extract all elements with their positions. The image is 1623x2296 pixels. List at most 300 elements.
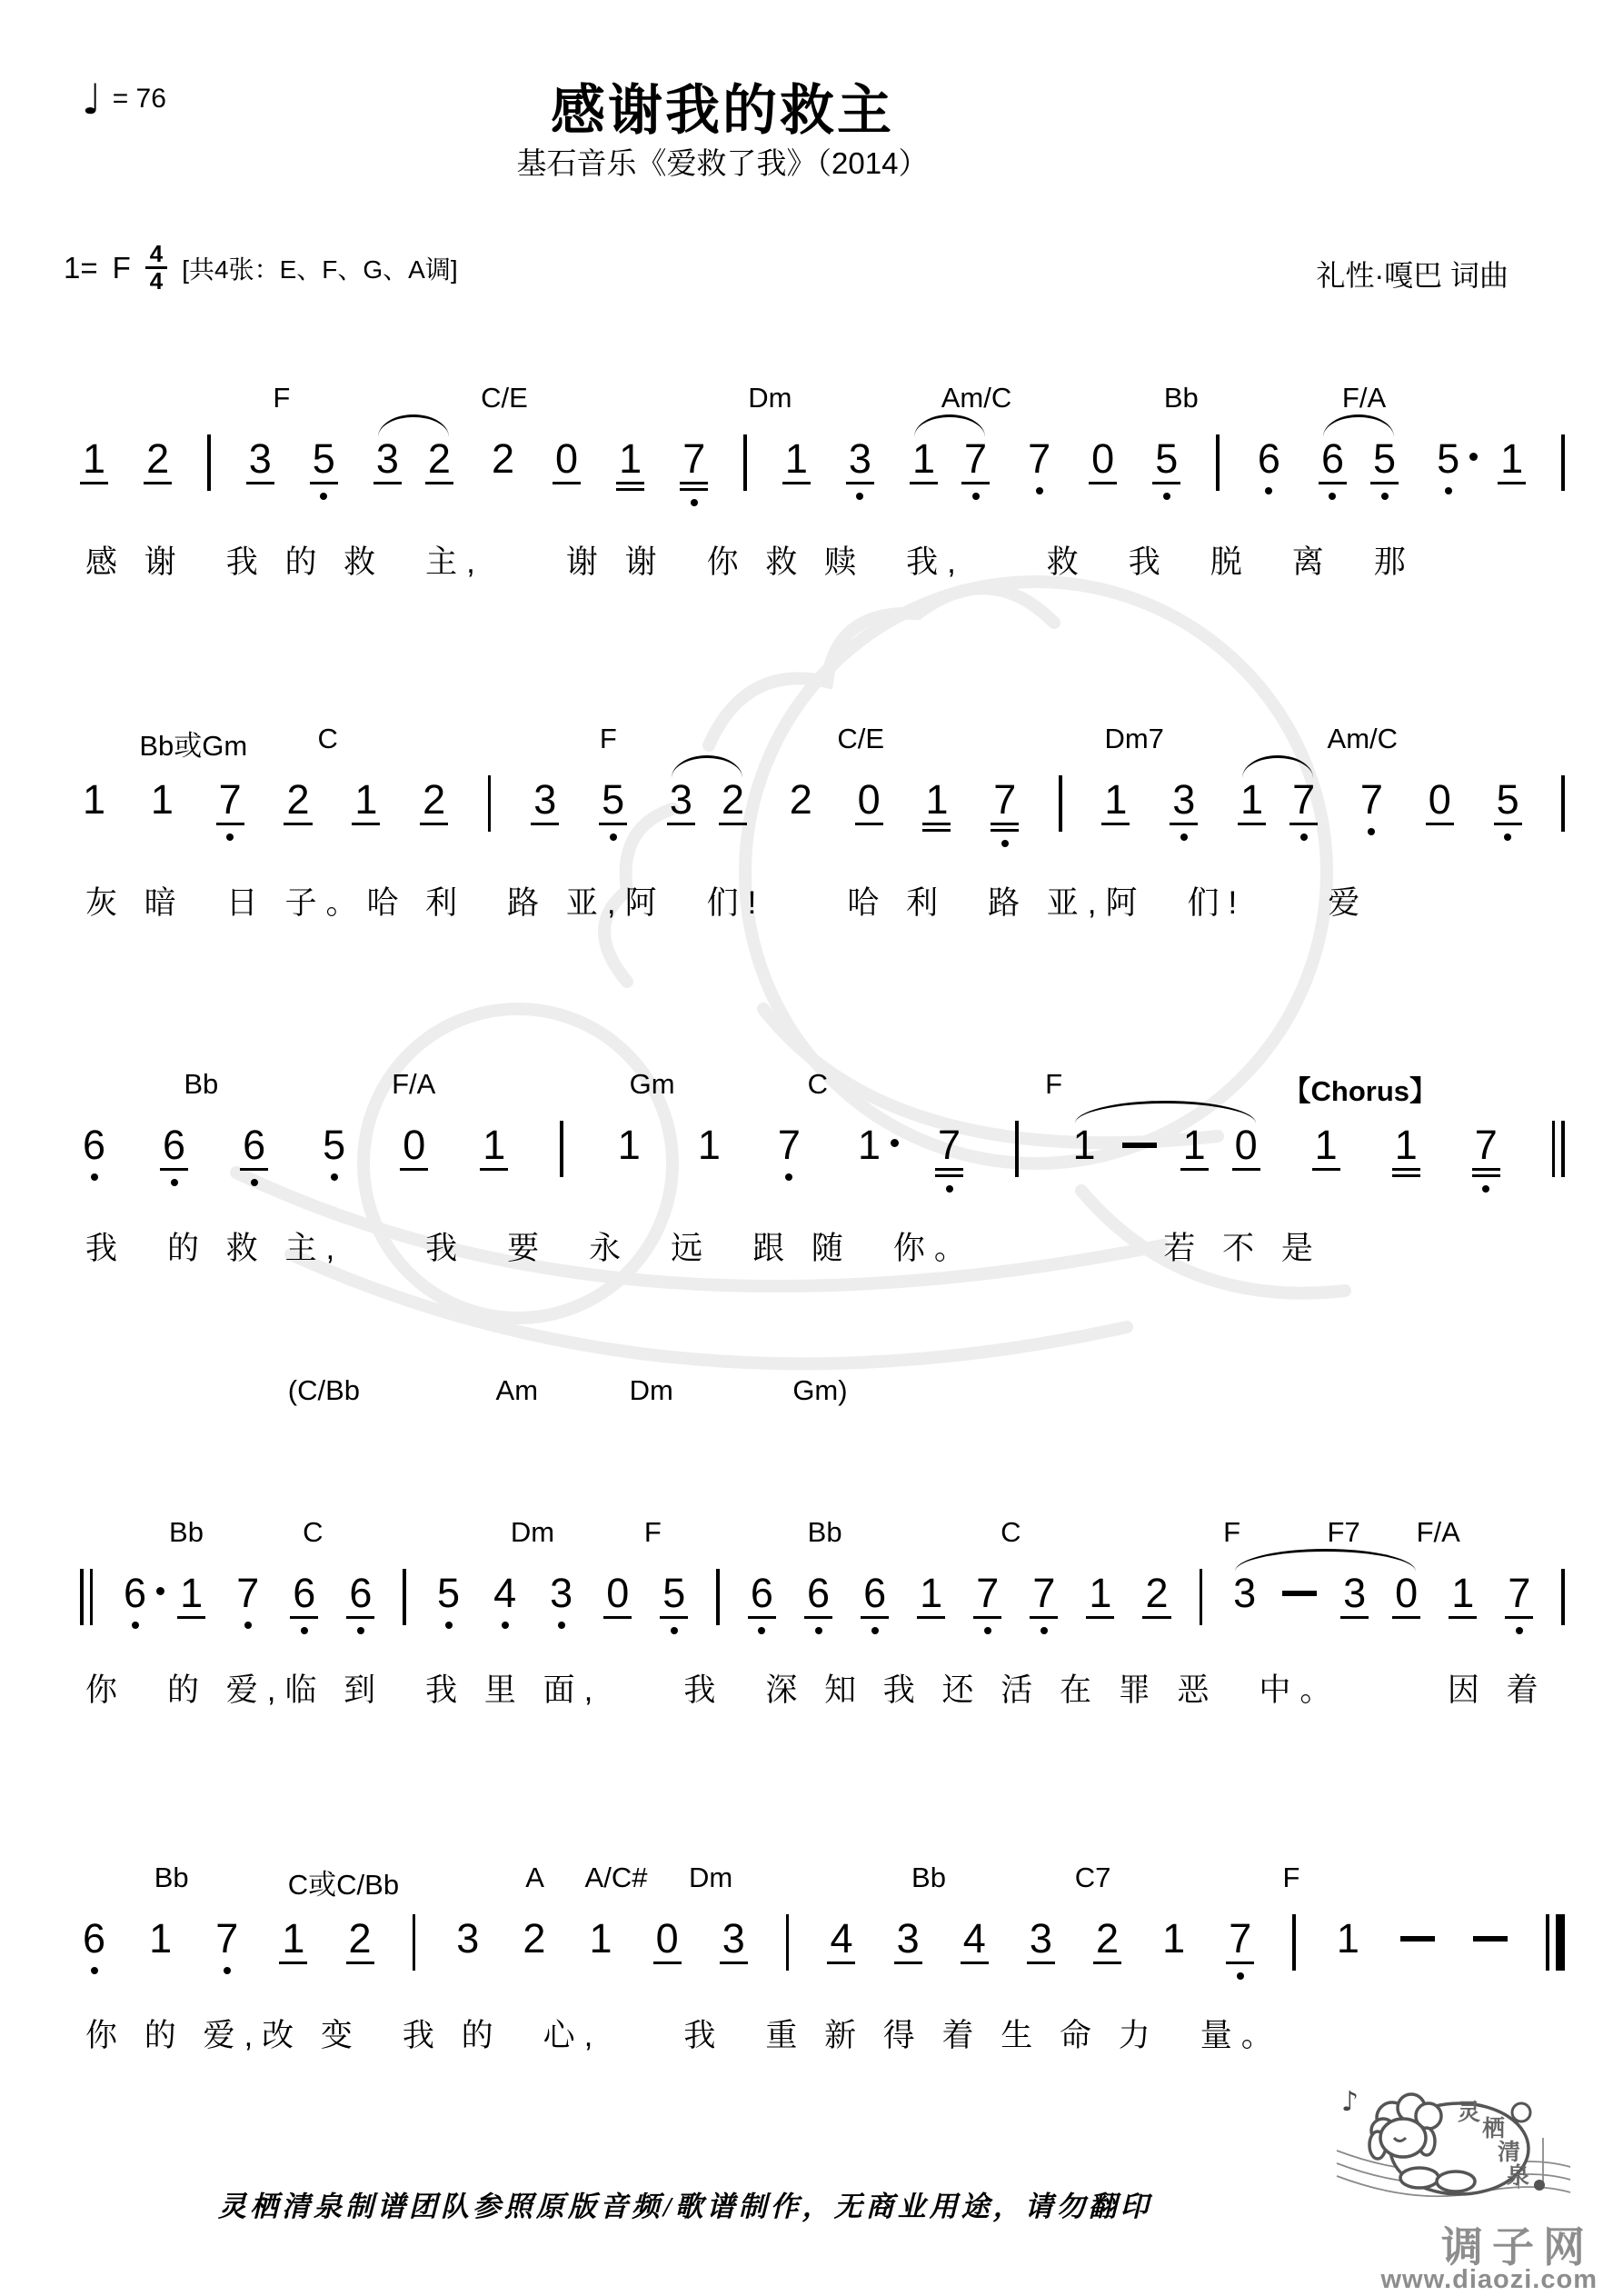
note-digit: 1 [83, 776, 106, 823]
lyrics-line: 我 的 救 主, 我 要 永 远 跟 随 你。 若 不 是 [85, 1231, 1322, 1266]
note-digit: 3 [456, 1915, 480, 1962]
note-token [1226, 1915, 1254, 1980]
slur-group [910, 435, 990, 500]
note-token [520, 1915, 548, 1962]
chord-label: Dm7 [1104, 723, 1164, 754]
note-digit: 5 [660, 1572, 688, 1619]
music-system [80, 723, 1565, 923]
barline [1561, 775, 1565, 832]
low-octave-dot [1237, 1972, 1244, 1980]
note-digit: 4 [961, 1918, 989, 1964]
note-token [491, 1572, 519, 1629]
chord-label: C [807, 1068, 829, 1100]
chord-row [80, 1862, 1565, 1903]
note-digit: 0 [553, 438, 581, 484]
note-digit: 1 [1072, 1122, 1096, 1168]
note-digit: 1 [1101, 779, 1130, 825]
low-octave-dot [984, 1627, 991, 1634]
chord-label: Gm) [792, 1374, 848, 1406]
note-token [1400, 1918, 1435, 1959]
low-octave-dot [357, 1627, 364, 1634]
note-digit: 7 [1226, 1918, 1254, 1964]
music-system [80, 1374, 1565, 1416]
note-token [1238, 776, 1266, 841]
barline [716, 1569, 720, 1625]
key-signature-row [64, 242, 458, 294]
chord-label: Dm [688, 1862, 733, 1893]
note-digit: 7 [680, 438, 708, 484]
note-token [1170, 776, 1198, 841]
slur-group [1238, 776, 1318, 841]
note-token [148, 776, 176, 823]
chord-label: F7 [1327, 1516, 1360, 1548]
note-token [1449, 1572, 1477, 1619]
chord-label: C [303, 1516, 324, 1548]
barline [743, 434, 747, 491]
note-digit: 5 [310, 438, 338, 484]
note-token [1101, 776, 1130, 825]
notes-row [80, 1915, 1565, 1980]
note-digit: 0 [1089, 438, 1117, 484]
augmentation-dot [156, 1587, 164, 1595]
note-digit: 3 [246, 438, 274, 484]
note-token [861, 1572, 889, 1634]
barline-stroke [1561, 1121, 1565, 1177]
music-system [80, 1862, 1565, 2056]
note-token [603, 1572, 632, 1619]
second-beam [1472, 1174, 1500, 1178]
note-token [246, 435, 274, 484]
chord-label: Bb [184, 1068, 219, 1100]
low-octave-dot [91, 1173, 98, 1181]
footer-notice: 灵栖清泉制谱团队参照原版音频/歌谱制作，无商业用途，请勿翻印 [218, 2191, 1152, 2222]
note-token [216, 776, 244, 841]
note-token [320, 1124, 348, 1181]
note-token [917, 1572, 945, 1619]
note-digit: 2 [719, 779, 747, 825]
note-token [310, 435, 338, 500]
note-token [1392, 1124, 1420, 1177]
note-digit: 0 [653, 1918, 682, 1964]
note-digit: 1 [917, 1572, 945, 1619]
note-digit: 5 [1494, 779, 1522, 825]
note-token [586, 1915, 614, 1962]
note-digit: 0 [603, 1572, 632, 1619]
note-digit: 6 [83, 1122, 106, 1168]
note-digit: 1 [617, 1122, 641, 1168]
time-denominator: 4 [145, 266, 167, 294]
low-octave-dot [871, 1627, 879, 1634]
barline [80, 1569, 93, 1625]
note-token [827, 1915, 855, 1964]
chord-label: F [273, 382, 291, 414]
low-octave-dot [1036, 487, 1043, 494]
note-token [1093, 1915, 1121, 1964]
low-octave-dot [610, 834, 617, 841]
chord-row [80, 1374, 1565, 1416]
note-token [352, 776, 380, 825]
note-token [615, 1122, 643, 1168]
note-digit: 1 [80, 438, 108, 484]
low-octave-dot [1300, 834, 1308, 841]
note-digit: 3 [1340, 1572, 1369, 1619]
time-signature [145, 242, 167, 294]
note-token [1030, 1572, 1058, 1634]
low-octave-dot [1180, 834, 1188, 841]
note-digit: 7 [1359, 776, 1383, 823]
chord-label: Am/C [941, 382, 1012, 414]
low-octave-dot [171, 1179, 178, 1186]
chord-row [80, 723, 1565, 764]
note-digit: 2 [789, 776, 812, 823]
low-octave-dot [1504, 834, 1511, 841]
key-prefix: 1= [64, 250, 98, 285]
note-digit: 3 [531, 779, 559, 825]
barline [403, 1569, 406, 1625]
svg-text:♪: ♪ [1341, 2086, 1359, 2118]
note-digit: 1 [1086, 1572, 1114, 1619]
logo-char: 灵 [1458, 2100, 1481, 2125]
note-digit: 5 [1437, 435, 1460, 482]
low-octave-dot [331, 1173, 338, 1181]
note-digit: 2 [346, 1918, 374, 1964]
note-digit: 2 [1142, 1572, 1170, 1619]
low-octave-dot [320, 493, 327, 500]
chord-label: F [1282, 1862, 1300, 1893]
tempo-marking [82, 75, 166, 124]
chord-label: C/E [837, 723, 885, 754]
low-octave-dot [1482, 1185, 1489, 1193]
note-digit: 1 [782, 438, 811, 484]
low-octave-dot [1001, 840, 1009, 847]
notes-row [80, 776, 1565, 847]
note-token [855, 1122, 883, 1168]
note-digit: 5 [323, 1122, 346, 1168]
second-beam [680, 488, 708, 492]
note-token [1473, 1918, 1508, 1959]
chord-label: Bb或Gm [139, 730, 248, 762]
note-digit: 4 [827, 1918, 855, 1964]
notes-row [80, 435, 1565, 506]
barline [1059, 775, 1062, 832]
barline [207, 434, 211, 491]
chord-label: Dm [510, 1516, 555, 1548]
low-octave-dot [502, 1622, 509, 1629]
note-digit: 6 [83, 1915, 106, 1962]
dash-extension [1282, 1591, 1317, 1596]
note-token [1025, 435, 1053, 494]
barline [1292, 1914, 1296, 1971]
note-digit: 2 [420, 779, 448, 825]
note-digit: 0 [855, 779, 883, 825]
low-octave-dot [758, 1627, 765, 1634]
tempo-value: = 76 [112, 84, 166, 114]
low-octave-dot [244, 1622, 252, 1629]
chord-label: F [1223, 1516, 1241, 1548]
note-token [80, 435, 108, 484]
note-token [1232, 1124, 1260, 1171]
note-token [787, 776, 815, 823]
low-octave-dot [1265, 487, 1272, 494]
note-digit: 7 [236, 1570, 260, 1616]
slur-group [1230, 1572, 1420, 1619]
low-octave-dot [1516, 1627, 1523, 1634]
note-digit: 1 [589, 1915, 612, 1962]
note-digit: 1 [177, 1572, 205, 1619]
note-token [453, 1915, 482, 1962]
barline [1015, 1121, 1019, 1177]
note-token [1319, 435, 1347, 500]
note-token [1426, 776, 1454, 825]
note-token [1434, 435, 1462, 494]
note-digit: 7 [1030, 1572, 1058, 1619]
note-token [1180, 1124, 1209, 1171]
note-digit: 2 [284, 779, 312, 825]
chord-label: C7 [1074, 1862, 1111, 1893]
note-digit: 5 [436, 1570, 461, 1616]
note-digit: 6 [1257, 435, 1280, 482]
time-numerator: 4 [149, 240, 164, 267]
note-digit: 2 [1093, 1918, 1121, 1964]
note-token [680, 435, 708, 506]
chord-label: Am/C [1327, 723, 1399, 754]
lyrics-line: 你 的 爱,改 变 我 的 心, 我 重 新 得 着 生 命 力 量。 [85, 2018, 1282, 2053]
augmentation-dot [891, 1139, 899, 1147]
note-token [1289, 776, 1318, 841]
low-octave-dot [1381, 493, 1389, 500]
note-digit: 7 [215, 1915, 239, 1962]
barline-stroke [90, 1569, 94, 1625]
barline [786, 1914, 790, 1971]
note-token [1230, 1572, 1259, 1619]
lyrics-line: 感 谢 我 的 救 主, 谢 谢 你 救 赎 我, 救 我 脱 离 那 [85, 544, 1415, 580]
chord-label: C或C/Bb [287, 1869, 400, 1901]
note-digit: 1 [1238, 779, 1266, 825]
barline-stroke [1546, 1914, 1549, 1971]
chord-label: C [1001, 1516, 1021, 1548]
composer-credit: 礼性·嘎巴 词曲 [1316, 259, 1508, 292]
note-token [961, 1915, 989, 1964]
chord-label: Gm [629, 1068, 675, 1100]
dash-extension [1122, 1143, 1157, 1148]
slur-group [373, 435, 453, 484]
low-octave-dot [972, 493, 980, 500]
site-url: www.diaozi.com [1380, 2265, 1598, 2294]
low-octave-dot [946, 1185, 953, 1193]
second-beam [935, 1174, 963, 1178]
chord-label: F [1045, 1068, 1063, 1100]
barline [488, 775, 492, 832]
note-token [616, 435, 644, 491]
note-token [1392, 1572, 1420, 1619]
low-octave-dot [856, 493, 863, 500]
note-token [910, 435, 938, 500]
note-digit: 2 [491, 435, 514, 482]
note-token [80, 776, 108, 823]
augmentation-dot [1469, 453, 1478, 461]
note-token [1494, 776, 1522, 841]
chord-label: F/A [392, 1068, 436, 1100]
note-token [373, 435, 402, 484]
slur-group [667, 776, 747, 825]
note-token [1312, 1124, 1340, 1171]
barline [1546, 1914, 1565, 1971]
note-digit: 3 [894, 1918, 922, 1964]
barline [1561, 434, 1565, 491]
note-digit: 1 [1312, 1124, 1340, 1171]
note-digit: 7 [961, 438, 990, 484]
note-token [1142, 1572, 1170, 1619]
note-token [719, 776, 747, 825]
barline-stroke [1552, 1121, 1556, 1177]
chord-label: F/A [1416, 1516, 1460, 1548]
note-digit: 1 [616, 438, 644, 484]
note-token [695, 1122, 723, 1168]
note-digit: 6 [160, 1124, 188, 1171]
note-token [240, 1124, 268, 1186]
note-token [80, 1124, 108, 1181]
barline-stroke [80, 1569, 84, 1625]
low-octave-dot [1329, 493, 1336, 500]
note-token [775, 1124, 803, 1181]
note-token [1282, 1572, 1317, 1619]
low-octave-dot [132, 1622, 139, 1629]
note-token [1370, 435, 1399, 500]
note-digit: 1 [1449, 1572, 1477, 1619]
note-token [480, 1124, 508, 1171]
note-token [1472, 1124, 1500, 1193]
note-digit: 7 [1028, 435, 1051, 482]
note-digit: 1 [857, 1122, 881, 1168]
note-digit: 5 [1152, 438, 1180, 484]
dash-extension [1473, 1936, 1508, 1942]
note-token [146, 1915, 174, 1962]
note-digit: 3 [1027, 1918, 1055, 1964]
second-beam [616, 488, 644, 492]
note-digit: 5 [599, 779, 627, 825]
note-token [1122, 1124, 1157, 1171]
note-token [894, 1915, 922, 1964]
note-digit: 1 [149, 1915, 173, 1962]
chord-label: Bb [911, 1862, 946, 1893]
note-token [1334, 1915, 1362, 1962]
second-beam [922, 829, 951, 833]
chord-label: Bb [807, 1516, 842, 1548]
song-subtitle: 基石音乐《爱救了我》（2014） [516, 146, 929, 180]
note-digit: 1 [1162, 1915, 1186, 1962]
note-token [553, 435, 581, 484]
note-token [400, 1124, 428, 1171]
barline [1200, 1569, 1203, 1625]
low-octave-dot [671, 1627, 678, 1634]
slur-group [1070, 1124, 1260, 1171]
note-token [935, 1124, 963, 1193]
notes-row [80, 1124, 1565, 1193]
second-beam [1392, 1174, 1420, 1178]
chord-label: F [643, 1516, 662, 1548]
note-token [425, 435, 453, 484]
note-token [213, 1915, 241, 1974]
chord-label: Dm [629, 1374, 673, 1406]
note-token [121, 1572, 149, 1629]
note-token [782, 435, 811, 484]
note-digit: 1 [480, 1124, 508, 1171]
note-digit: 1 [697, 1122, 721, 1168]
chord-row [80, 1068, 1565, 1110]
logo-char: 栖 [1482, 2116, 1506, 2141]
note-token [547, 1572, 575, 1629]
note-token [346, 1915, 374, 1964]
low-octave-dot [691, 499, 698, 506]
logo-char: 清 [1498, 2140, 1521, 2165]
low-octave-dot [1163, 493, 1170, 500]
note-digit: 1 [1498, 438, 1526, 484]
key-availability-note: [共4张：E、F、G、A调] [182, 255, 458, 284]
chord-label: F [599, 723, 617, 754]
barline [1216, 434, 1220, 491]
music-system [80, 1516, 1565, 1711]
note-digit: 1 [150, 776, 174, 823]
note-digit: 7 [1472, 1124, 1500, 1171]
chord-label: A [525, 1862, 544, 1893]
note-token [144, 435, 172, 484]
note-token [160, 1124, 188, 1186]
note-token [346, 1572, 374, 1634]
note-digit: 4 [493, 1570, 517, 1616]
note-token [420, 776, 448, 825]
note-digit: 6 [1319, 438, 1347, 484]
chord-label: Bb [1163, 382, 1199, 414]
note-digit: 5 [1370, 438, 1399, 484]
note-digit: 2 [523, 1915, 546, 1962]
note-digit: 3 [550, 1570, 573, 1616]
low-octave-dot [1041, 1627, 1048, 1634]
low-octave-dot [224, 1967, 231, 1974]
note-token [1160, 1915, 1188, 1962]
note-token [234, 1572, 262, 1629]
lyrics-line: 你 的 爱,临 到 我 里 面, 我 深 知 我 还 活 在 罪 恶 中。 因 着 [85, 1672, 1548, 1708]
note-digit: 7 [1505, 1572, 1533, 1619]
note-token [1070, 1124, 1099, 1171]
note-digit: 0 [1392, 1572, 1420, 1619]
low-octave-dot [251, 1179, 258, 1186]
logo-char: 泉 [1507, 2163, 1530, 2189]
note-token [80, 1915, 108, 1974]
low-octave-dot [301, 1627, 308, 1634]
note-token [720, 1915, 748, 1964]
note-digit: 0 [1426, 779, 1454, 825]
note-token [1152, 435, 1180, 500]
note-token [1505, 1572, 1533, 1634]
low-octave-dot [1445, 487, 1452, 494]
note-token [855, 776, 883, 825]
low-octave-dot [558, 1622, 565, 1629]
note-digit: 6 [804, 1572, 832, 1619]
barline [413, 1914, 416, 1971]
chord-label: Bb [154, 1862, 189, 1893]
note-token [660, 1572, 688, 1634]
site-name: 调子网 [1441, 2223, 1594, 2271]
note-digit: 1 [352, 779, 380, 825]
second-beam [991, 829, 1019, 833]
note-digit: 3 [846, 438, 874, 484]
note-token [1255, 435, 1283, 494]
music-system [80, 382, 1565, 583]
note-digit: 3 [720, 1918, 748, 1964]
note-digit: 6 [748, 1572, 776, 1619]
note-digit: 6 [240, 1124, 268, 1171]
note-token [1358, 776, 1386, 835]
